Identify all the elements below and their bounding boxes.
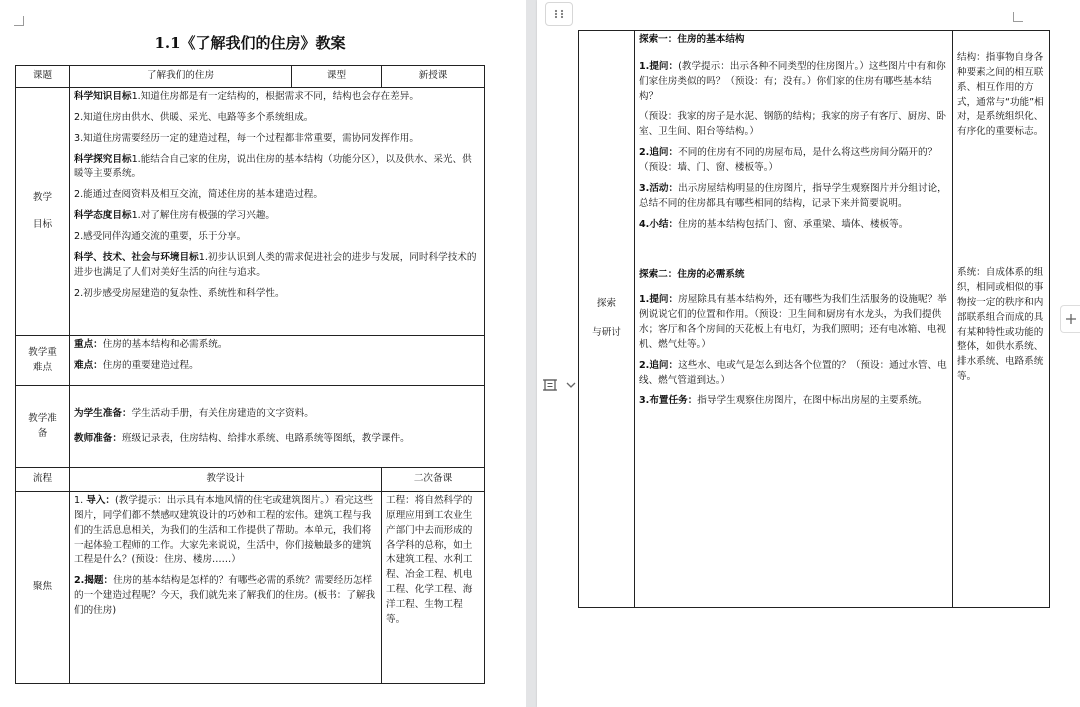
prep-label-line1: 教学准	[28, 412, 57, 424]
note-structure: 结构：指事物自身各种要素之间的相互联系、相互作用的方式，通常与“功能”相对，是系统组织化、有序化的重要标志。	[957, 52, 1044, 138]
explore2-item: 1.提问：房屋除具有基本结构外，还有哪些为我们生活服务的设施呢？举例说说它们的位置和作用。（预设：卫生间和厨房有水龙头，为我们提供水；客厅和各个房间的天花板上有电灯，为我们照明；还有电冰箱、电视机、燃气灶等。）	[639, 294, 947, 350]
goal-item: 3.知道住房需要经历一定的建造过程，每一个过程都非常重要，需协同发挥作用。	[74, 132, 419, 144]
goals-row	[16, 88, 485, 336]
grid-dots-icon[interactable]	[545, 2, 573, 26]
page-corner-mark	[14, 16, 24, 26]
flow-header: 流程	[16, 468, 70, 492]
prep-row	[16, 386, 485, 468]
explore1-item: 1.提问：(教学提示：出示各种不同类型的住房图片。）这些图片中有和你们家住房类似的吗？（预设：有；没有。）你们家的住房有哪些基本结构？	[639, 60, 946, 102]
page-corner-mark	[1013, 12, 1023, 22]
goal-item: 2.感受同伴沟通交流的重要，乐于分享。	[74, 231, 247, 243]
explore2-item: 2.追问：这些水、电或气是怎么到达各个位置的？（预设：通过水管、电线、燃气管道到达。）	[639, 359, 947, 386]
explore-content	[635, 31, 953, 608]
goal-item: 2.能通过查阅资料及相互交流，简述住房的基本建造过程。	[74, 189, 323, 201]
goals-label	[16, 88, 70, 336]
focus-content	[70, 492, 382, 684]
goals-content	[70, 88, 485, 336]
focus-row	[16, 492, 485, 684]
explore1-item: 3.活动：出示房屋结构明显的住房图片，指导学生观察图片并分组讨论，总结不同的住房都具有哪些相同的结构，记录下来并简要说明。	[639, 182, 947, 209]
keypoint-item: 重点：住房的基本结构和必需系统。	[74, 339, 228, 350]
goal-item: 科学、技术、社会与环境目标1.初步认识到人类的需求促进社会的进步与发展，同时科学技术的进步也满足了人们对美好生活的向往与追求。	[74, 251, 477, 278]
explore-table	[578, 30, 1050, 608]
focus-notes: 工程：将自然科学的原理应用到工农业生产部门中去而形成的各学科的总称，如土木建筑工程、水利工程、冶金工程、机电工程、化学工程、海洋工程、生物工程等。	[382, 492, 485, 684]
explore1-title: 探索一：住房的基本结构	[639, 34, 745, 45]
keypoints-label-line2: 难点	[32, 361, 53, 373]
explore1-item: 4.小结：住房的基本结构包括门、窗、承重梁、墙体、楼板等。	[639, 218, 909, 230]
explore-notes	[953, 31, 1050, 608]
explore1-item: （预设：我家的房子是水泥、钢筋的结构；我家的房子有客厅、厨房、卧室、卫生间、阳台等结构。）	[639, 111, 946, 138]
document-page-left	[0, 0, 526, 707]
page-gutter	[526, 0, 537, 707]
focus-paragraph: 2.揭题：住房的基本结构是怎样的？有哪些必需的系统？需要经历怎样的一个建造过程呢？今天，我们就先来了解我们的住房。(板书：了解我们的住房)	[74, 575, 376, 617]
keypoints-label	[16, 336, 70, 386]
lesson-plan-table	[15, 65, 485, 684]
keypoints-label-line1: 教学重	[28, 346, 57, 358]
goal-item: 科学知识目标1.知道住房都是有一定结构的，根据需求不同，结构也会存在差异。	[74, 91, 419, 102]
label-type: 课型	[292, 66, 382, 88]
keypoints-content	[70, 336, 485, 386]
value-topic: 了解我们的住房	[70, 66, 292, 88]
explore-row	[579, 31, 1050, 608]
explore1-item: 2.追问：不同的住房有不同的房屋布局，是什么将这些房间分隔开的？（预设：墙、门、窗、楼板等。）	[639, 147, 938, 174]
value-type: 新授课	[382, 66, 485, 88]
explore-label	[579, 31, 635, 608]
goal-item: 科学探究目标1.能结合自己家的住房，说出住房的基本结构（功能分区），以及供水、采光、供暖等主要系统。	[74, 153, 472, 180]
prep-label-line2: 备	[37, 427, 48, 439]
prep-content	[70, 386, 485, 468]
note-system: 系统：自成体系的组织，相同或相似的事物按一定的秩序和内部联系组合而成的具有某种特性或功能的整体，如供水系统、排水系统、电路系统等。	[957, 267, 1044, 383]
design-header: 教学设计	[70, 468, 382, 492]
flow-header-row	[16, 468, 485, 492]
prep-label	[16, 386, 70, 468]
explore2-item: 3.布置任务：指导学生观察住房图片，在图中标出房屋的主要系统。	[639, 395, 928, 407]
explore2-title: 探索二：住房的必需系统	[639, 269, 745, 281]
prep-item: 为学生准备：学生活动手册，有关住房建造的文字资料。	[74, 407, 314, 419]
plus-icon[interactable]	[1060, 305, 1080, 333]
label-topic: 课题	[16, 66, 70, 88]
goal-item: 科学态度目标1.对了解住房有极强的学习兴趣。	[74, 210, 276, 222]
goals-label-line2: 目标	[32, 218, 53, 230]
explore-label-line1: 探索	[596, 298, 617, 310]
prep-item: 教师准备：班级记录表，住房结构、给排水系统、电路系统等图纸，教学课件。	[74, 432, 410, 444]
explore-label-line2: 与研讨	[592, 327, 621, 338]
focus-label: 聚焦	[16, 492, 70, 684]
page-nav-icon[interactable]	[540, 375, 560, 395]
document-page-right	[537, 0, 1080, 707]
goal-item: 2.初步感受房屋建造的复杂性、系统性和科学性。	[74, 287, 285, 299]
goal-item: 2.知道住房由供水、供暖、采光、电路等多个系统组成。	[74, 111, 314, 123]
goals-label-line1: 教学	[32, 191, 53, 203]
focus-paragraph: 1. 导入：(教学提示：出示具有本地风情的住宅或建筑图片。）看完这些图片，同学们都不禁感叹建筑设计的巧妙和工程的宏伟。建筑工程与我们的生活息息相关，为我们的生活和工作提供了帮助。本单元，我们将一起体验工程师的工作。大家先来说说，生活中，你们接触最多的建筑工程是什么？(预设：住房、楼房……）	[74, 495, 373, 566]
keypoints-row	[16, 336, 485, 386]
chevron-down-icon[interactable]	[564, 377, 578, 393]
keypoint-item: 难点：住房的重要建造过程。	[74, 359, 199, 371]
notes-header: 二次备课	[382, 468, 485, 492]
document-title: 1.1《了解我们的住房》教案	[154, 34, 346, 52]
header-row	[16, 66, 485, 88]
